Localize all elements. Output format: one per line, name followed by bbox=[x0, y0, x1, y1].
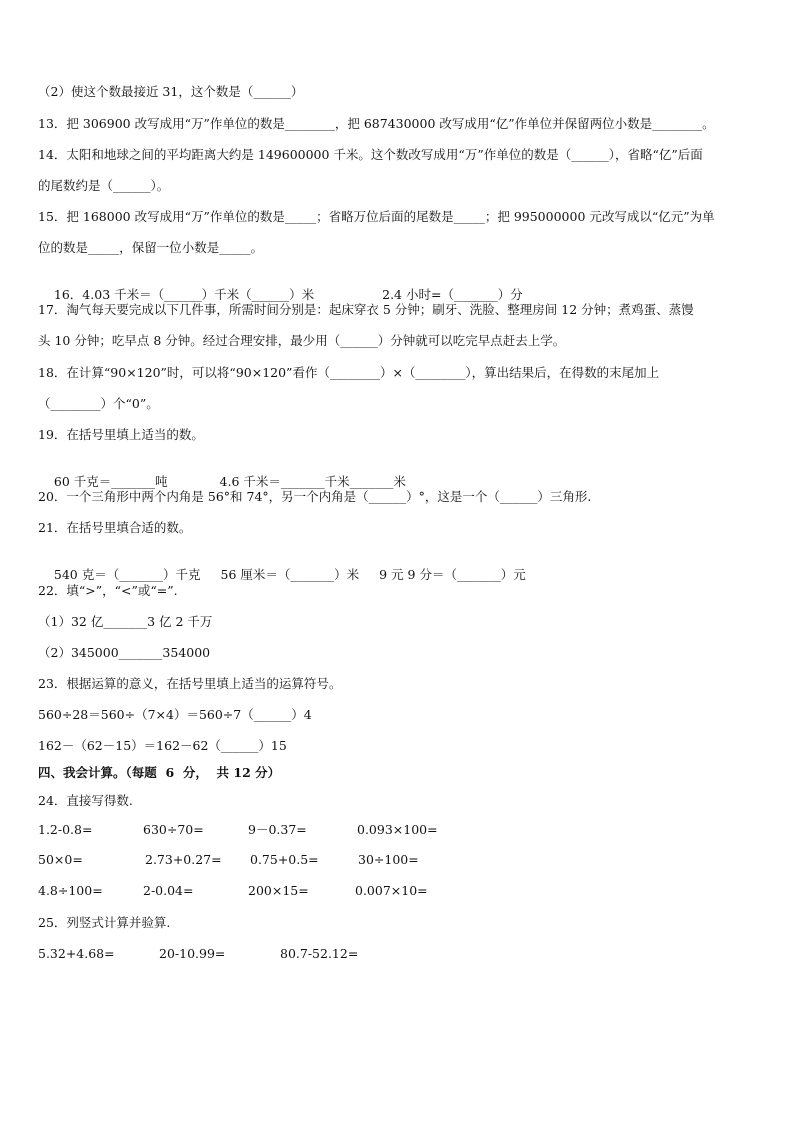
q18-line1: 18．在计算“90×120”时，可以将“90×120”看作（________）×（________），算出结果后，在得数的末尾加上 bbox=[38, 365, 660, 380]
q20: 20．一个三角形中两个内角是 56°和 74°，另一个内角是（______）°，这是一个（______）三角形. bbox=[38, 489, 592, 504]
q23-line1: 560÷28＝560÷（7×4）＝560÷7（______）4 bbox=[38, 707, 312, 722]
q25-title: 25．列竖式计算并验算. bbox=[38, 915, 171, 930]
q12-part2: （2）使这个数最接近 31，这个数是（______） bbox=[38, 84, 304, 99]
q15-line1: 15．把 168000 改写成用“万”作单位的数是_____；省略万位后面的尾数是_____；把 995000000 元改写成以“亿元”为单 bbox=[38, 209, 715, 224]
q19-title: 19．在括号里填上适当的数。 bbox=[38, 427, 204, 442]
q21-title: 21．在括号里填合适的数。 bbox=[38, 520, 192, 535]
q24-cell: 30÷100= bbox=[358, 852, 419, 867]
q24-cell: 0.093×100= bbox=[357, 822, 438, 837]
q25-item: 80.7-52.12= bbox=[280, 946, 359, 961]
q24-cell: 1.2-0.8= bbox=[38, 822, 93, 837]
q24-cell: 0.75+0.5= bbox=[250, 852, 319, 867]
q24-cell: 200×15= bbox=[248, 883, 309, 898]
q16-part2: 2.4 小时=（_______）分 bbox=[382, 287, 523, 302]
section-heading: 四、我会计算。（每题 6 分， 共 12 分） bbox=[38, 765, 281, 780]
q21-part2: 56 厘米＝（_______）米 bbox=[220, 567, 360, 582]
q21-part3: 9 元 9 分＝（_______）元 bbox=[379, 567, 526, 582]
q24-title: 24．直接写得数. bbox=[38, 793, 133, 808]
q25-item: 20-10.99= bbox=[159, 946, 226, 961]
q16-part1: 16．4.03 千米＝（______）千米（______）米 bbox=[53, 287, 315, 302]
q24-cell: 0.007×10= bbox=[355, 883, 428, 898]
q22-part1: （1）32 亿_______3 亿 2 千万 bbox=[38, 614, 213, 629]
q21-part1: 540 克＝（_______）千克 bbox=[53, 567, 201, 582]
q17-line2: 头 10 分钟；吃早点 8 分钟。经过合理安排，最少用（______）分钟就可以吃完早点赶去上学。 bbox=[38, 333, 566, 348]
q14-line1: 14．太阳和地球之间的平均距离大约是 149600000 千米。这个数改写成用“万”作单位的数是（______），省略“亿”后面 bbox=[38, 147, 703, 162]
q22-part2: （2）345000_______354000 bbox=[38, 645, 211, 660]
q24-cell: 4.8÷100= bbox=[38, 883, 103, 898]
q24-cell: 2.73+0.27= bbox=[145, 852, 222, 867]
q24-cell: 630÷70= bbox=[143, 822, 204, 837]
q23-line2: 162－（62－15）＝162－62（______）15 bbox=[38, 738, 287, 753]
q14-line2: 的尾数约是（______）。 bbox=[38, 178, 170, 193]
q23-title: 23．根据运算的意义，在括号里填上适当的运算符号。 bbox=[38, 676, 342, 691]
q24-cell: 2-0.04= bbox=[143, 883, 194, 898]
q17-line1: 17．淘气每天要完成以下几件事，所需时间分别是：起床穿衣 5 分钟；刷牙、洗脸、整理房间 12 分钟；煮鸡蛋、蒸馒 bbox=[38, 302, 694, 317]
q13: 13．把 306900 改写成用“万”作单位的数是________，把 687430000 改写成用“亿”作单位并保留两位小数是________。 bbox=[38, 116, 715, 131]
q18-line2: （________）个“0”。 bbox=[38, 396, 159, 411]
q15-line2: 位的数是_____，保留一位小数是_____。 bbox=[38, 240, 264, 255]
q22-title: 22．填“>”，“<”或“=”. bbox=[38, 583, 178, 598]
q19-part2: 4.6 千米＝_______千米_______米 bbox=[219, 474, 406, 489]
q25-item: 5.32+4.68= bbox=[38, 946, 115, 961]
q24-cell: 50×0= bbox=[38, 852, 83, 867]
q19-part1: 60 千克＝_______吨 bbox=[53, 474, 168, 489]
q24-cell: 9－0.37= bbox=[248, 822, 307, 837]
